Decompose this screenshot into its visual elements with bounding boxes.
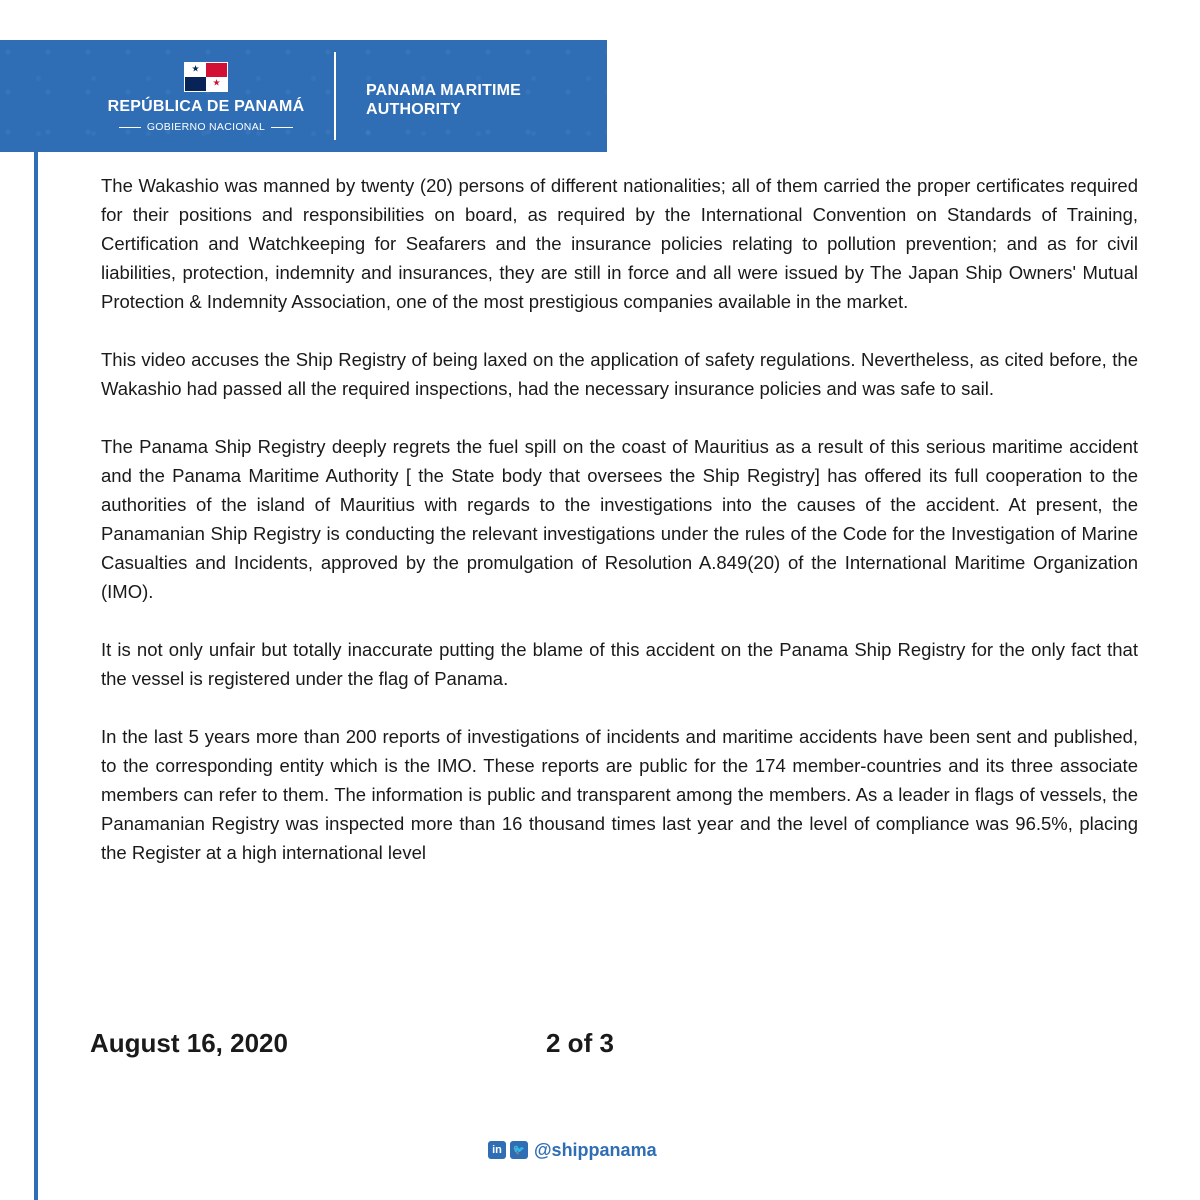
header-divider bbox=[334, 52, 336, 140]
authority-line-1: PANAMA MARITIME bbox=[366, 82, 521, 99]
paragraph-video: This video accuses the Ship Registry of being laxed on the application of safety regulations. Nevertheless, as cited before, the Wakashio had passed all the required inspections, had the necessary insurance policies and was safe to sail. bbox=[101, 349, 1138, 399]
left-dash bbox=[119, 127, 141, 128]
statement-body bbox=[101, 171, 1138, 896]
republic-title: REPÚBLICA DE PANAMÁ bbox=[107, 98, 305, 115]
paragraph-crew: The Wakashio was manned by twenty (20) persons of different nationalities; all of them carried the proper certificates required for their positions and responsibilities on board, as required by the International Convention on Standards of Training, Certification and Watchkeeping for Seafarers and the insurance policies relating to pollution prevention; and as for civil liabilities, protection, indemnity and insurances, they are still in force and all were issued by The Japan Ship Owners' Mutual Protection & Indemnity Association, one of the most prestigious companies available in the market. bbox=[101, 175, 1138, 312]
red-star-icon: ★ bbox=[212, 78, 221, 89]
panama-flag-icon bbox=[184, 62, 228, 92]
paragraph-regrets: The Panama Ship Registry deeply regrets the fuel spill on the coast of Mauritius as a result of this serious maritime accident and the Panama Maritime Authority [ the State body that oversees the Ship Registry] has offered its full cooperation to the authorities of the island of Mauritius with regards to the investigations into the causes of the accident. At present, the Panamanian Ship Registry is conducting the relevant investigations under the rules of the Code for the Investigation of Marine Casualties and Incidents, approved by the promulgation of Resolution A.849(20) of the International Maritime Organization (IMO). bbox=[101, 436, 1138, 602]
left-margin-rule bbox=[34, 152, 38, 1200]
blue-star-icon: ★ bbox=[191, 64, 200, 75]
paragraph-blame: It is not only unfair but totally inaccurate putting the blame of this accident on the Panama Ship Registry for the only fact that the vessel is registered under the flag of Panama. bbox=[101, 639, 1138, 689]
government-label: GOBIERNO NACIONAL bbox=[146, 121, 266, 133]
twitter-icon[interactable]: 🐦 bbox=[510, 1141, 528, 1159]
linkedin-icon[interactable]: in bbox=[488, 1141, 506, 1159]
statement-date: August 16, 2020 bbox=[90, 1028, 288, 1058]
social-handle-text[interactable]: @shippanama bbox=[534, 1139, 657, 1160]
paragraph-reports: In the last 5 years more than 200 reports of investigations of incidents and maritime accidents have been sent and published, to the corresponding entity which is the IMO. These reports are public for the 174 member-countries and its three associate members can refer to them. The information is public and transparent among the members. As a leader in flags of vessels, the Panamanian Registry was inspected more than 16 thousand times last year and the level of compliance was 96.5%, placing the Register at a high international level bbox=[101, 726, 1138, 863]
government-subtitle bbox=[96, 121, 316, 133]
right-dash bbox=[271, 127, 293, 128]
social-handle bbox=[488, 1138, 657, 1162]
page-number: 2 of 3 bbox=[546, 1028, 614, 1058]
authority-line-2: AUTHORITY bbox=[366, 101, 462, 118]
authority-title bbox=[366, 81, 521, 119]
header-band bbox=[0, 40, 607, 152]
